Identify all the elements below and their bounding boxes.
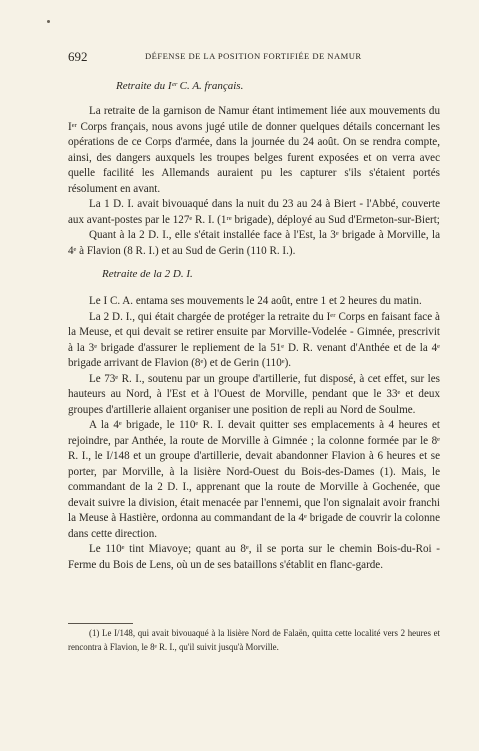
paragraph: La 2 D. I., qui était chargée de protéger la retraite du Iᵉʳ Corps en faisant face à la Meuse, et qui devait se retirer ensuite par Morville-Vodelée - Gimnée, prescrivit à la 3ᵉ brigade d'assurer le repliement de la 51ᵉ D. R. venant d'Anthée et de la 4ᵉ brigade arrivant de Flavion (8ᵉ) et de Gerin (110ᵉ). — [68, 310, 440, 369]
running-header — [68, 49, 440, 63]
section-heading-2: Retraite de la 2 D. I. — [102, 268, 193, 280]
paragraph: A la 4ᵉ brigade, le 110ᵉ R. I. devait quitter ses emplacements à 4 heures et rejoindre, par Anthée, la route de Morville à Gimnée ; la colonne formée par le 8ᵉ R. I., le I/148 et un groupe d'artillerie, devait abandonner Flavion à 6 heures et se porter, par Morville, à la lisière Nord-Ouest du Bois-des-Dames (1). Mais, le commandant de la 2 D. I., apprenant que la route de Morville à Gochenée, que devait suivre la division, était menacée par l'ennemi, que l'on signalait avoir franchi la Meuse à Hastière, ordonna au commandant de la 4ᵉ brigade de couvrir la colonne dans cette direction. — [68, 419, 440, 540]
paragraph: Le I C. A. entama ses mouvements le 24 août, entre 1 et 2 heures du matin. — [89, 295, 422, 307]
paragraph: Le 110ᵉ tint Miavoye; quant au 8ᵉ, il se porta sur le chemin Bois-du-Roi - Ferme du Bois de Lens, où un de ses bataillons s'établit en flanc-garde. — [68, 543, 440, 571]
footnote — [68, 627, 440, 654]
paragraph: La 1 D. I. avait bivouaqué dans la nuit du 23 au 24 à Biert - l'Abbé, couverte aux avant-postes par le 127ᵉ R. I. (1ʳᵉ brigade), déployé au Sud d'Ermeton-sur-Biert; — [68, 198, 440, 226]
section-2-body — [68, 294, 440, 573]
running-title: DÉFENSE DE LA POSITION FORTIFIÉE DE NAMUR — [145, 51, 362, 61]
paragraph: La retraite de la garnison de Namur étant intimement liée aux mouvements du Iᵉʳ Corps français, nous avons jugé utile de donner quelques détails concernant les opérations de ce Corps d'armée, dans la journée du 24 août. On se rendra compte, ainsi, des dangers auxquels les troupes belges furent exposées et on verra avec quelle facilité les Allemands auraient pu les capturer s'ils s'étaient portés résolument en avant. — [68, 105, 440, 195]
footnote-text: (1) Le I/148, qui avait bivouaqué à la lisière Nord de Falaën, quitta cette localité vers 2 heures et rencontra à Flavion, le 8ᵉ R. I., qu'il suivit jusqu'à Morville. — [68, 628, 440, 652]
paragraph: Le 73ᵉ R. I., soutenu par un groupe d'artillerie, fut disposé, à cet effet, sur les hauteurs au Nord, à l'Est et à l'Ouest de Morville, pendant que le 33ᵉ et deux groupes d'artillerie allaient organiser une position de repli au Nord de Soulme. — [68, 372, 440, 416]
section-heading-1: Retraite du Iᵉʳ C. A. français. — [116, 80, 244, 92]
ink-speck — [47, 20, 50, 23]
page-number: 692 — [68, 49, 88, 64]
section-1-body — [68, 104, 440, 259]
paragraph: Quant à la 2 D. I., elle s'était installée face à l'Est, la 3ᵉ brigade à Morville, la 4ᵉ à Flavion (8 R. I.) et au Sud de Gerin (110 R. I.). — [68, 229, 440, 257]
footnote-divider — [68, 623, 133, 624]
